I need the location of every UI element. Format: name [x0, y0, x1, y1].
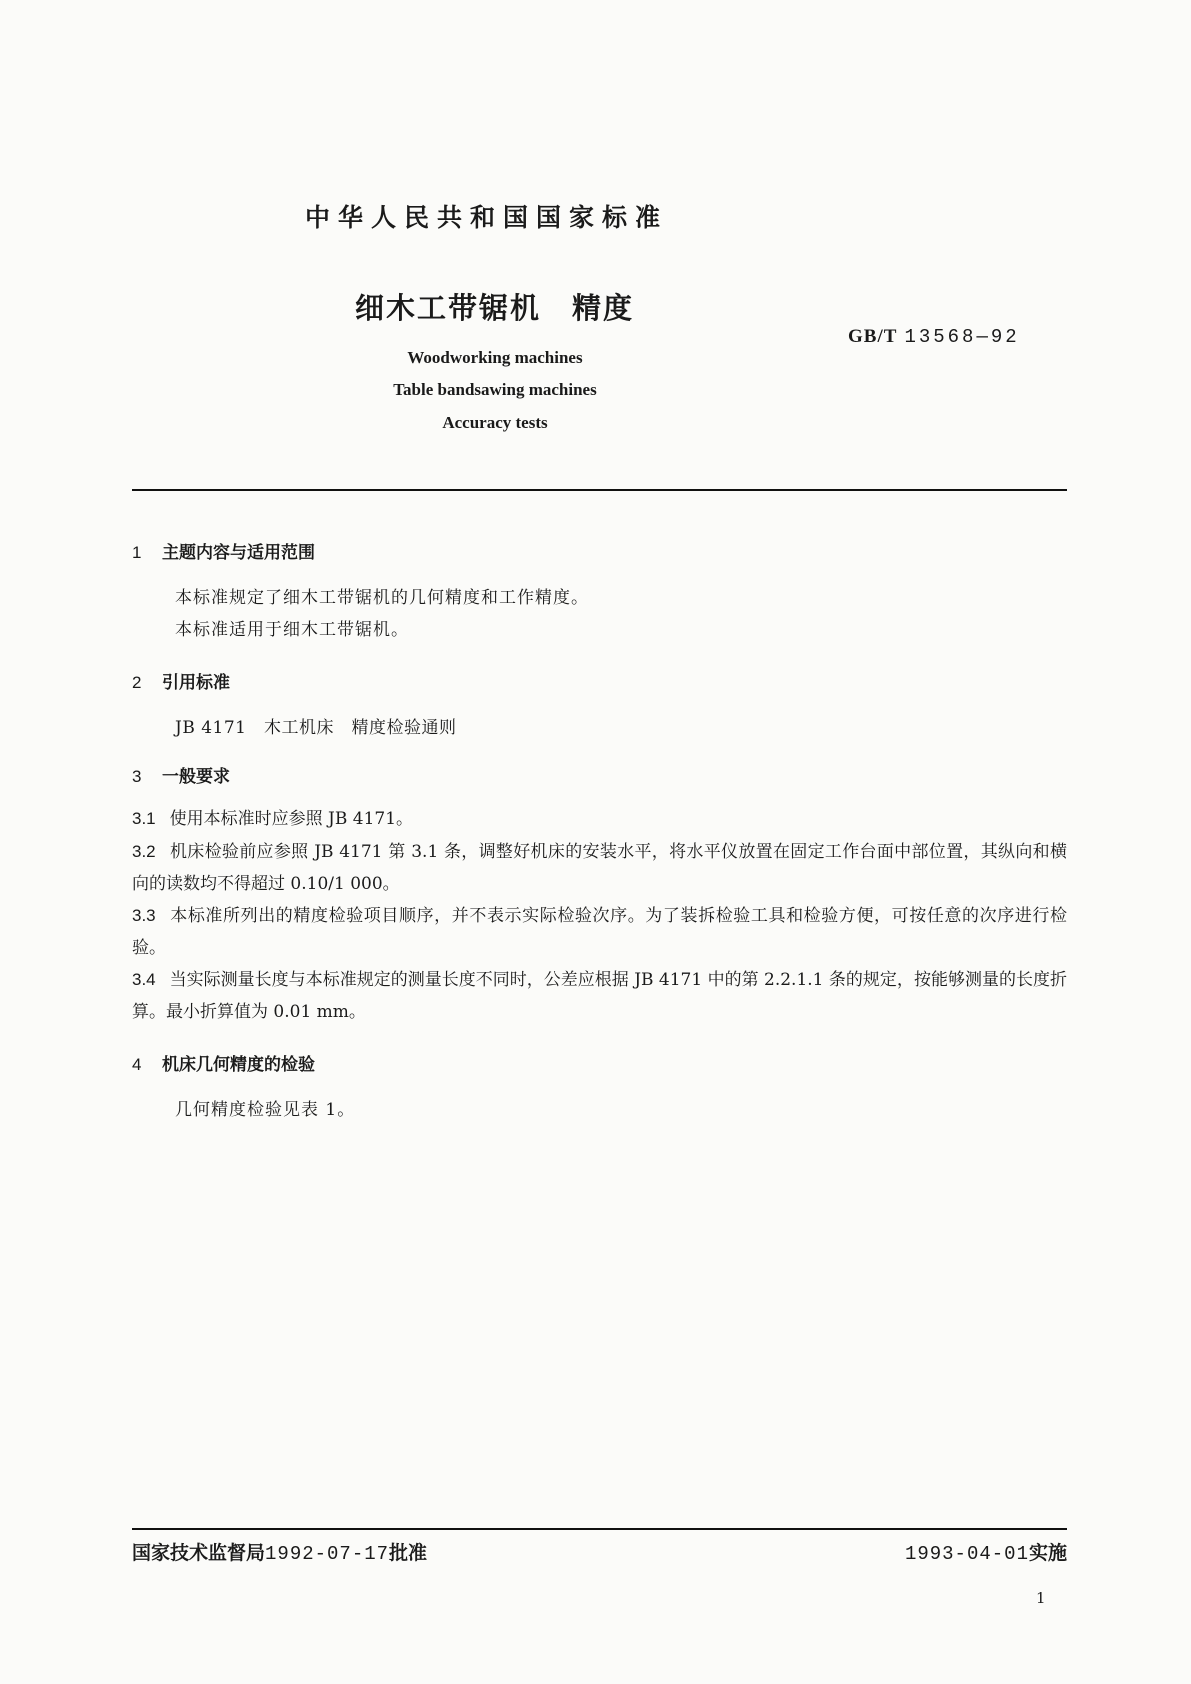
document-title-en-line-2: Table bandsawing machines [393, 380, 597, 399]
section-title: 引用标准 [162, 673, 230, 693]
standard-number [848, 325, 1020, 348]
clause-3-1 [132, 803, 1067, 835]
approval-line [132, 1538, 427, 1565]
clause-text: 机床检验前应参照 JB 4171 第 3.1 条，调整好机床的安装水平，将水平仪放置在固定工作台面中部位置，其纵向和横向的读数均不得超过 0.10/1 000。 [132, 842, 1067, 894]
section-2-heading [132, 668, 230, 693]
footer-divider [132, 1528, 1067, 1530]
implementation-line [880, 1538, 1067, 1565]
clause-number: 3.1 [132, 809, 156, 828]
section-title: 机床几何精度的检验 [162, 1055, 315, 1075]
section-number: 3 [132, 767, 142, 786]
standard-prefix: GB/T [848, 326, 898, 347]
clause-number: 3.2 [132, 842, 156, 861]
issuer: 国家技术监督局 [132, 1542, 266, 1564]
approval-date: 1992-07-17 [265, 1543, 390, 1565]
clause-number: 3.4 [132, 970, 156, 989]
clause-text: 本标准所列出的精度检验项目顺序，并不表示实际检验次序。为了装拆检验工具和检验方便，可按任意的次序进行检验。 [132, 906, 1067, 958]
clause-text: 当实际测量长度与本标准规定的测量长度不同时，公差应根据 JB 4171 中的第 2.2.1.1 条的规定，按能够测量的长度折算。最小折算值为 0.01 mm。 [132, 970, 1067, 1022]
page-number: 1 [1036, 1589, 1046, 1607]
section-title: 一般要求 [162, 767, 230, 787]
section-1-paragraph-2: 本标准适用于细木工带锯机。 [175, 620, 409, 640]
implementation-label: 实施 [1028, 1542, 1067, 1564]
section-number: 1 [132, 543, 142, 562]
approval-label: 批准 [389, 1542, 428, 1564]
section-1-paragraph-1: 本标准规定了细木工带锯机的几何精度和工作精度。 [175, 588, 589, 608]
header-divider [132, 489, 1067, 491]
implementation-date: 1993-04-01 [904, 1543, 1029, 1565]
clause-3-2 [132, 836, 1067, 900]
document-title-en-line-1: Woodworking machines [407, 348, 583, 367]
section-number: 2 [132, 673, 142, 692]
section-3-heading [132, 762, 230, 787]
clause-number: 3.3 [132, 906, 156, 925]
section-2-reference: JB 4171 木工机床 精度检验通则 [175, 718, 457, 738]
section-1-heading [132, 538, 315, 563]
section-4-paragraph: 几何精度检验见表 1。 [175, 1100, 356, 1120]
clause-3-3 [132, 900, 1067, 964]
clause-text: 使用本标准时应参照 JB 4171。 [169, 809, 414, 829]
clause-3-4 [132, 964, 1067, 1028]
document-title-en-line-3: Accuracy tests [442, 413, 548, 432]
section-title: 主题内容与适用范围 [162, 543, 315, 563]
national-standard-title: 中华人民共和国国家标准 [305, 203, 669, 232]
document-title-cn: 细木工带锯机 精度 [355, 291, 635, 325]
section-number: 4 [132, 1055, 142, 1074]
standard-code: 13568—92 [904, 326, 1020, 348]
section-4-heading [132, 1050, 315, 1075]
